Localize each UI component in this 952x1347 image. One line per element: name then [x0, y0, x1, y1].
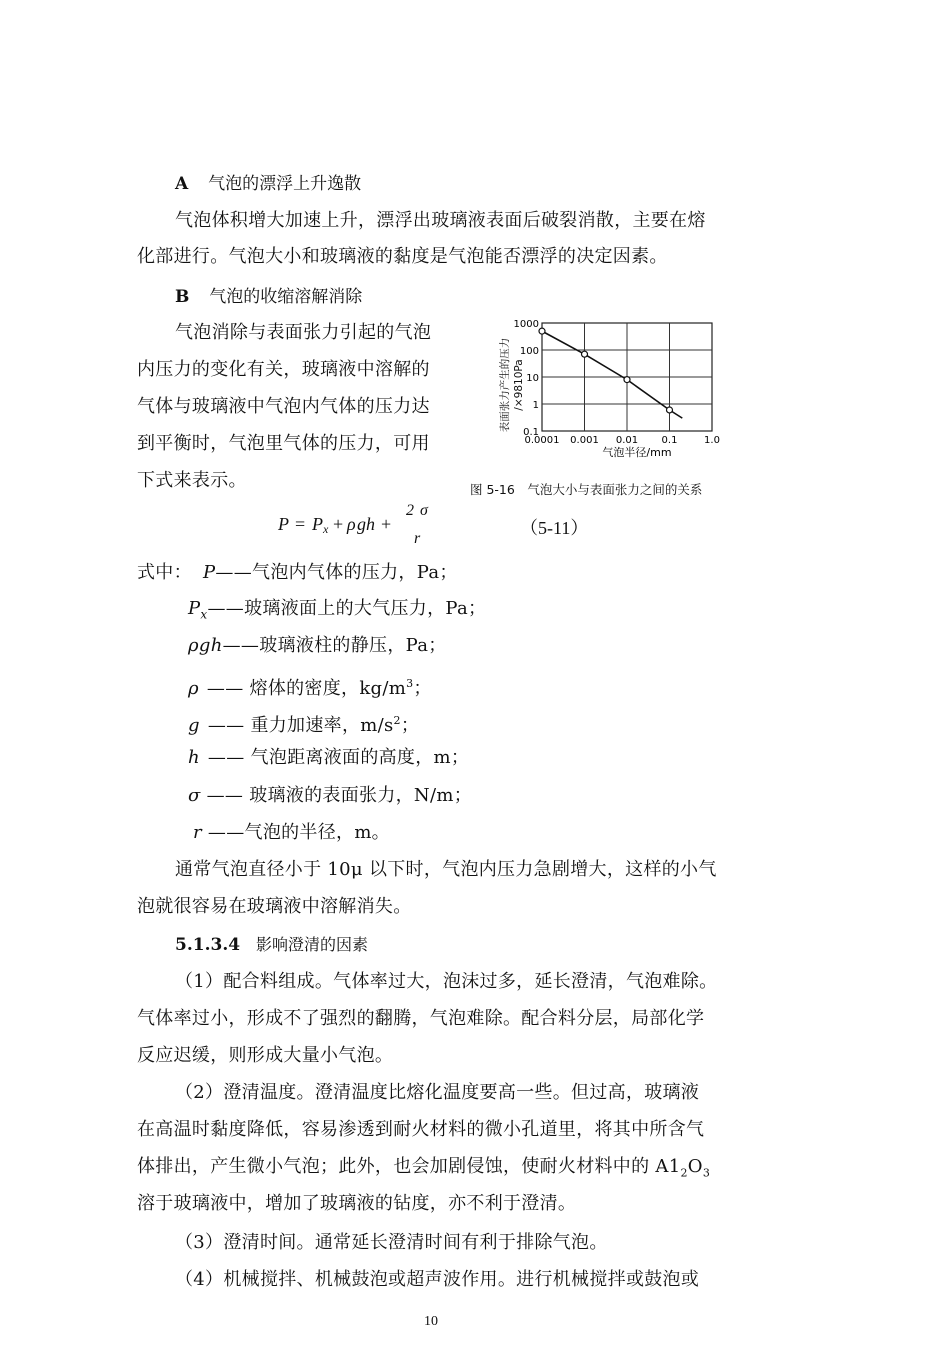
para-c-line-1: 通常气泡直径小于 10μ 以下时，气泡内压力急剧增大，这样的小气	[175, 859, 717, 880]
para-a-line-2: 化部进行。气泡大小和玻璃液的黏度是气泡能否漂浮的决定因素。	[137, 246, 668, 267]
para-b-line-5: 下式来表示。	[137, 470, 247, 491]
formula-gh: gh	[357, 514, 375, 534]
formula-px-sub: x	[323, 522, 329, 536]
legend-dash: ——	[207, 598, 245, 619]
legend-symbol: ρgh	[188, 635, 223, 656]
x-tick-label: 0.1	[661, 435, 678, 446]
legend-symbol: r	[193, 822, 202, 843]
para-1-line-3: 反应迟缓，则形成大量小气泡。	[137, 1045, 394, 1066]
legend-symbol: ρ	[188, 678, 199, 699]
legend-symbol: P	[203, 562, 216, 583]
legend-item-g	[188, 710, 419, 737]
formula-eq: =	[295, 514, 306, 534]
legend-dash: ——	[222, 635, 260, 656]
formula-number: （5-11）	[520, 518, 589, 538]
legend-dash: ——	[207, 747, 245, 768]
legend-symbol: σ	[188, 785, 201, 806]
y-tick-label: 1	[532, 400, 539, 411]
y-tick-label: 1000	[513, 319, 539, 330]
section-b-title: 气泡的收缩溶解消除	[209, 287, 363, 307]
para-2-line-2: 在高温时黏度降低，容易渗透到耐火材料的微小孔道里，将其中所含气	[137, 1119, 705, 1140]
legend-desc: 熔体的密度，kg/m	[243, 678, 407, 699]
para-3-line-1: （3）澄清时间。通常延长澄清时间有利于排除气泡。	[175, 1232, 608, 1253]
legend-desc: 玻璃液的表面张力，N/m；	[243, 785, 473, 806]
para-2-line-4: 溶于玻璃液中，增加了玻璃液的钻度，亦不利于澄清。	[137, 1193, 577, 1214]
legend-dash: ——	[215, 562, 253, 583]
legend-dash: ——	[206, 785, 244, 806]
para-2-line-3-text: 体排出，产生微小气泡；此外，也会加剧侵蚀，使耐火材料中的 A1	[137, 1156, 681, 1177]
legend-superscript: 3	[406, 677, 414, 690]
legend-symbol: P	[188, 598, 201, 619]
legend-desc: 气泡内气体的压力，Pa；	[252, 562, 458, 583]
legend-item-sigma	[188, 785, 472, 807]
legend-desc: 玻璃液面上的大气压力，Pa；	[244, 598, 487, 619]
para-2-line-1: （2）澄清温度。澄清温度比熔化温度要高一些。但过高，玻璃液	[175, 1082, 700, 1103]
formula-plus-1: +	[333, 514, 344, 534]
section-a-label: A	[175, 174, 189, 194]
y-axis-label-line-2: /×9810Pa	[513, 359, 525, 411]
data-point	[624, 377, 630, 383]
formula-5-11	[278, 504, 458, 554]
section-b-label: B	[175, 287, 190, 307]
y-tick-label: 10	[526, 373, 539, 384]
legend-desc: 玻璃液柱的静压，Pa；	[259, 635, 447, 656]
para-c-line-2: 泡就很容易在玻璃液中溶解消失。	[137, 896, 412, 917]
legend-symbol: h	[188, 747, 200, 768]
formula-px: P	[312, 514, 323, 534]
legend-tail: ；	[413, 678, 432, 699]
legend-item-p	[203, 562, 458, 584]
data-point	[582, 351, 588, 357]
y-tick-label: 0.1	[523, 427, 539, 438]
legend-dash: ——	[206, 678, 244, 699]
x-tick-label: 0.0001	[524, 435, 560, 446]
formula-numerator: 2σ	[406, 502, 434, 519]
formula-rho: ρ	[347, 514, 356, 534]
legend-item-px	[188, 598, 486, 626]
legend-desc: 重力加速率，m/s	[244, 715, 394, 736]
section-5-1-3-4-heading	[175, 934, 368, 956]
legend-item-rhogh	[188, 635, 447, 657]
data-point	[539, 328, 545, 334]
section-title: 影响澄清的因素	[256, 935, 369, 954]
legend-item-r	[193, 822, 390, 844]
figure-5-16	[470, 313, 740, 503]
section-a-heading	[175, 173, 361, 195]
x-axis-label: 气泡半径/mm	[602, 446, 672, 459]
legend-item-h	[188, 747, 469, 769]
al2o3-sub-1: 2	[680, 1166, 688, 1180]
legend-dash: ——	[207, 822, 245, 843]
formula-plus-2: +	[381, 514, 392, 534]
para-b-line-3: 气体与玻璃液中气泡内气体的压力达	[137, 396, 430, 417]
legend-desc: 气泡的半径，m。	[244, 822, 390, 843]
legend-dash: ——	[207, 715, 245, 736]
para-a-line-1: 气泡体积增大加速上升，漂浮出玻璃液表面后破裂消散，主要在熔	[175, 210, 706, 231]
para-b-line-2: 内压力的变化有关，玻璃液中溶解的	[137, 359, 430, 380]
section-a-title: 气泡的漂浮上升逸散	[208, 174, 362, 194]
formula-denominator: r	[414, 530, 421, 547]
legend-desc: 气泡距离液面的高度，m；	[244, 747, 470, 768]
legend-superscript: 2	[393, 714, 401, 727]
al2o3-sub-2: 3	[702, 1166, 711, 1180]
section-b-heading	[175, 286, 362, 308]
x-tick-label: 1.0	[704, 435, 720, 446]
para-b-line-4: 到平衡时，气泡里气体的压力，可用	[137, 433, 430, 454]
x-tick-label: 0.01	[615, 435, 639, 446]
y-axis-label-line-1: 表面张力产生的压力	[499, 337, 511, 433]
legend-item-rho	[188, 673, 432, 700]
para-2-line-3	[137, 1156, 710, 1185]
legend-subscript: x	[200, 607, 208, 622]
legend-symbol: g	[188, 715, 200, 736]
x-tick-label: 0.001	[570, 435, 599, 446]
y-tick-label: 100	[519, 346, 539, 357]
para-4-line-1: （4）机械搅拌、机械鼓泡或超声波作用。进行机械搅拌或鼓泡或	[175, 1269, 700, 1290]
para-1-line-2: 气体率过小，形成不了强烈的翻腾，气泡难除。配合料分层，局部化学	[137, 1008, 705, 1029]
series-line	[542, 331, 682, 418]
legend-tail: ；	[400, 715, 420, 736]
figure-caption: 图 5-16 气泡大小与表面张力之间的关系	[470, 482, 703, 497]
formula-p: P	[278, 514, 289, 534]
y-axis-label	[498, 325, 526, 445]
legend-intro: 式中：	[137, 562, 192, 583]
para-b-line-1: 气泡消除与表面张力引起的气泡	[175, 322, 432, 343]
page-number: 10	[424, 1314, 438, 1329]
para-1-line-1: （1）配合料组成。气体率过大，泡沫过多，延长澄清，气泡难除。	[175, 971, 718, 992]
section-number: 5.1.3.4	[175, 935, 241, 955]
data-point	[667, 407, 673, 413]
al2o3-o: O	[687, 1156, 703, 1177]
